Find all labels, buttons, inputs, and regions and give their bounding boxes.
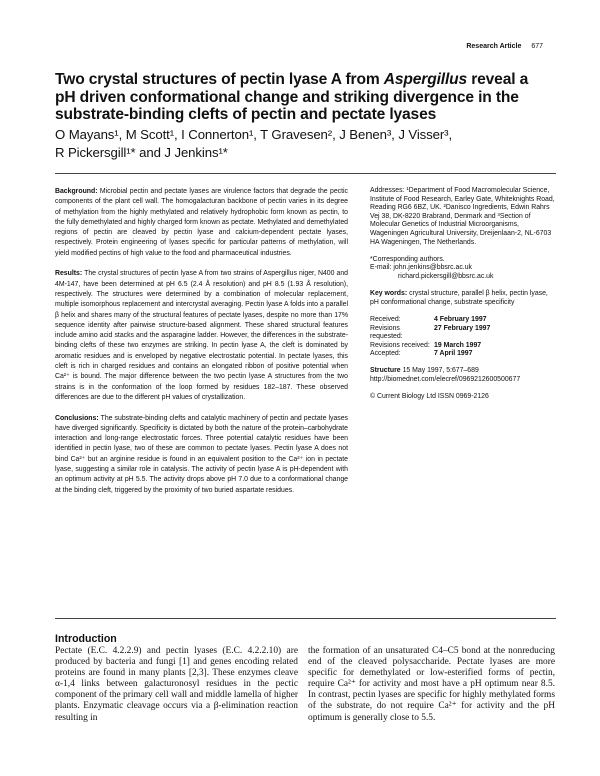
abstract-results: Results: The crystal structures of pectin lyase A from two strains of Aspergillus niger, N400 and 4M-147, have been determined at pH 6.5 (2.4 Å resolution) and pH 8.5 (1.93 Å resolution), respectively. The structures were determined by a combination of molecular replacement, multiple isomorphous replacement and intercrystal averaging. Pectin lyase A folds into a parallel β helix and shares many of the structural features of pectate lyases, despite no more than 17% sequence identity after pairwise structure-based alignment. These shared structural features include amino acid stacks and the asparagine ladder. However, the differences in the substrate-binding clefts of these two enzymes are striking. In pectin lyase A, the cleft is dominated by aromatic residues and is enveloped by negative electrostatic potential. In pectate lyases, this cleft is rich in charged residues and contains an elongated ribbon of positive potential when Ca²⁺ is bound. The major difference between the two pectin lyase A structures from the two strains is in the conformation of the loop formed by residues 182–187. These observed differences are due to the different pH values of crystallization. — [55, 270, 348, 401]
abstract-background: Background: Microbial pectin and pectate lyases are virulence factors that degrade the pectic components of the plant cell wall. The homogalacturan backbone of pectin varies in its degree of methylation from the highly methylated and relatively hydrophobic form known as pectin, to the fully demethylated and highly charged form known as pectate. Methylated and demethylated regions of pectin are cleaved by pectin lyase and calcium-dependent pectate lyases, respectively. Protein engineering of lyases specific for particular patterns of methylation, will yield modified pectins of high value to the food and pharmaceutical industries. — [55, 188, 348, 257]
abstract-conclusions: Conclusions: The substrate-binding clefts and catalytic machinery of pectin and pectate lyases have diverged significantly. Specificity is dictated by both the nature of the protein–carbohydrate interaction and long-range electrostatic forces. Three potential catalytic residues have been identified in pectin lyase, two of these are common to pectate lyases. Pectin lyase A does not bind Ca²⁺ but an arginine residue is found in an equivalent position to the Ca²⁺ ion in pectate lyase, suggesting a similar role in catalysis. The activity of pectin lyase A is pH-dependent with an optimum activity at pH 5.5. The activity drops above pH 7.0 due to a conformational change at the binding cleft, triggered by the proximity of two buried aspartate residues. — [55, 414, 349, 494]
author-list: O Mayans¹, M Scott¹, I Connerton¹, T Gravesen², J Benen³, J Visser³, R Pickersgill¹* and J Jenkins¹* — [55, 127, 453, 160]
running-header — [466, 43, 543, 50]
introduction-col2: the formation of an unsaturated C4–C5 bond at the nonreducing end of the cleaved polysaccharide. Pectate lyases are more specific for demethylated or low-esterified forms of pectin, require Ca²⁺ for activity and most have a pH optimum near 8.5. In contrast, pectin lyases are specific for highly methylated forms of the substrate, do not require Ca²⁺ for activity and the pH optimum is generally close to 5.5. — [308, 646, 555, 723]
keywords: Key words: crystal structure, parallel β helix, pectin lyase, pH conformational change, substrate specificity — [370, 290, 548, 306]
sidebar — [370, 187, 556, 410]
abstract — [55, 187, 348, 506]
introduction-col1: Pectate (E.C. 4.2.2.9) and pectin lyases (E.C. 4.2.2.10) are produced by bacteria and fungi [1] and genes encoding related proteins are found in many plants [2,3]. These enzymes cleave α-1,4 links between galacturonosyl residues in the pectic component of the primary cell wall and middle lamella of higher plants. Enzymatic cleavage occurs via a β-elimination reaction resulting in — [55, 646, 298, 723]
bottom-divider — [55, 618, 556, 619]
section-label: Research Article — [466, 43, 522, 50]
history-dates — [370, 316, 556, 359]
introduction-heading: Introduction — [55, 633, 117, 645]
addresses: Addresses: ¹Department of Food Macromolecular Science, Institute of Food Research, Earley Gate, Whiteknights Road, Reading RG6 6BZ, UK. ²Danisco Ingredients, Edwin Rahrs Vej 38, DK-8220 Brabrand, Denmark and ³Section of Molecular Genetics of Industrial Microorganisms, Wageningen Agricultural University, Dreijenlaan-2, NL-6703 HA Wageningen, The Netherlands. — [370, 187, 555, 246]
article-title: Two crystal structures of pectin lyase A from Aspergillus reveal a pH driven conformational change and striking divergence in the substrate-binding clefts of pectin and pectate lyases — [55, 71, 529, 123]
citation: Structure 15 May 1997, 5:677–689 http://biomednet.com/elecref/0969212600500677 — [370, 367, 521, 384]
corresponding-authors: *Corresponding authors. E-mail: john.jenkins@bbsrc.ac.uk richard.pickersgill@bbsrc.ac.uk — [370, 255, 494, 280]
email-richard[interactable]: richard.pickersgill@bbsrc.ac.uk — [398, 272, 494, 280]
article-url[interactable]: http://biomednet.com/elecref/0969212600500677 — [370, 376, 521, 384]
date-row: Received: 4 February 1997 — [370, 315, 487, 323]
date-row: Revisions requested: 27 February 1997 — [370, 324, 491, 341]
page-number: 677 — [531, 43, 543, 50]
date-row: Accepted: 7 April 1997 — [370, 350, 473, 358]
date-row: Revisions received: 19 March 1997 — [370, 341, 482, 349]
top-divider — [55, 173, 556, 174]
email-john[interactable]: E-mail: john.jenkins@bbsrc.ac.uk — [370, 264, 472, 272]
copyright: © Current Biology Ltd ISSN 0969-2126 — [370, 393, 489, 401]
